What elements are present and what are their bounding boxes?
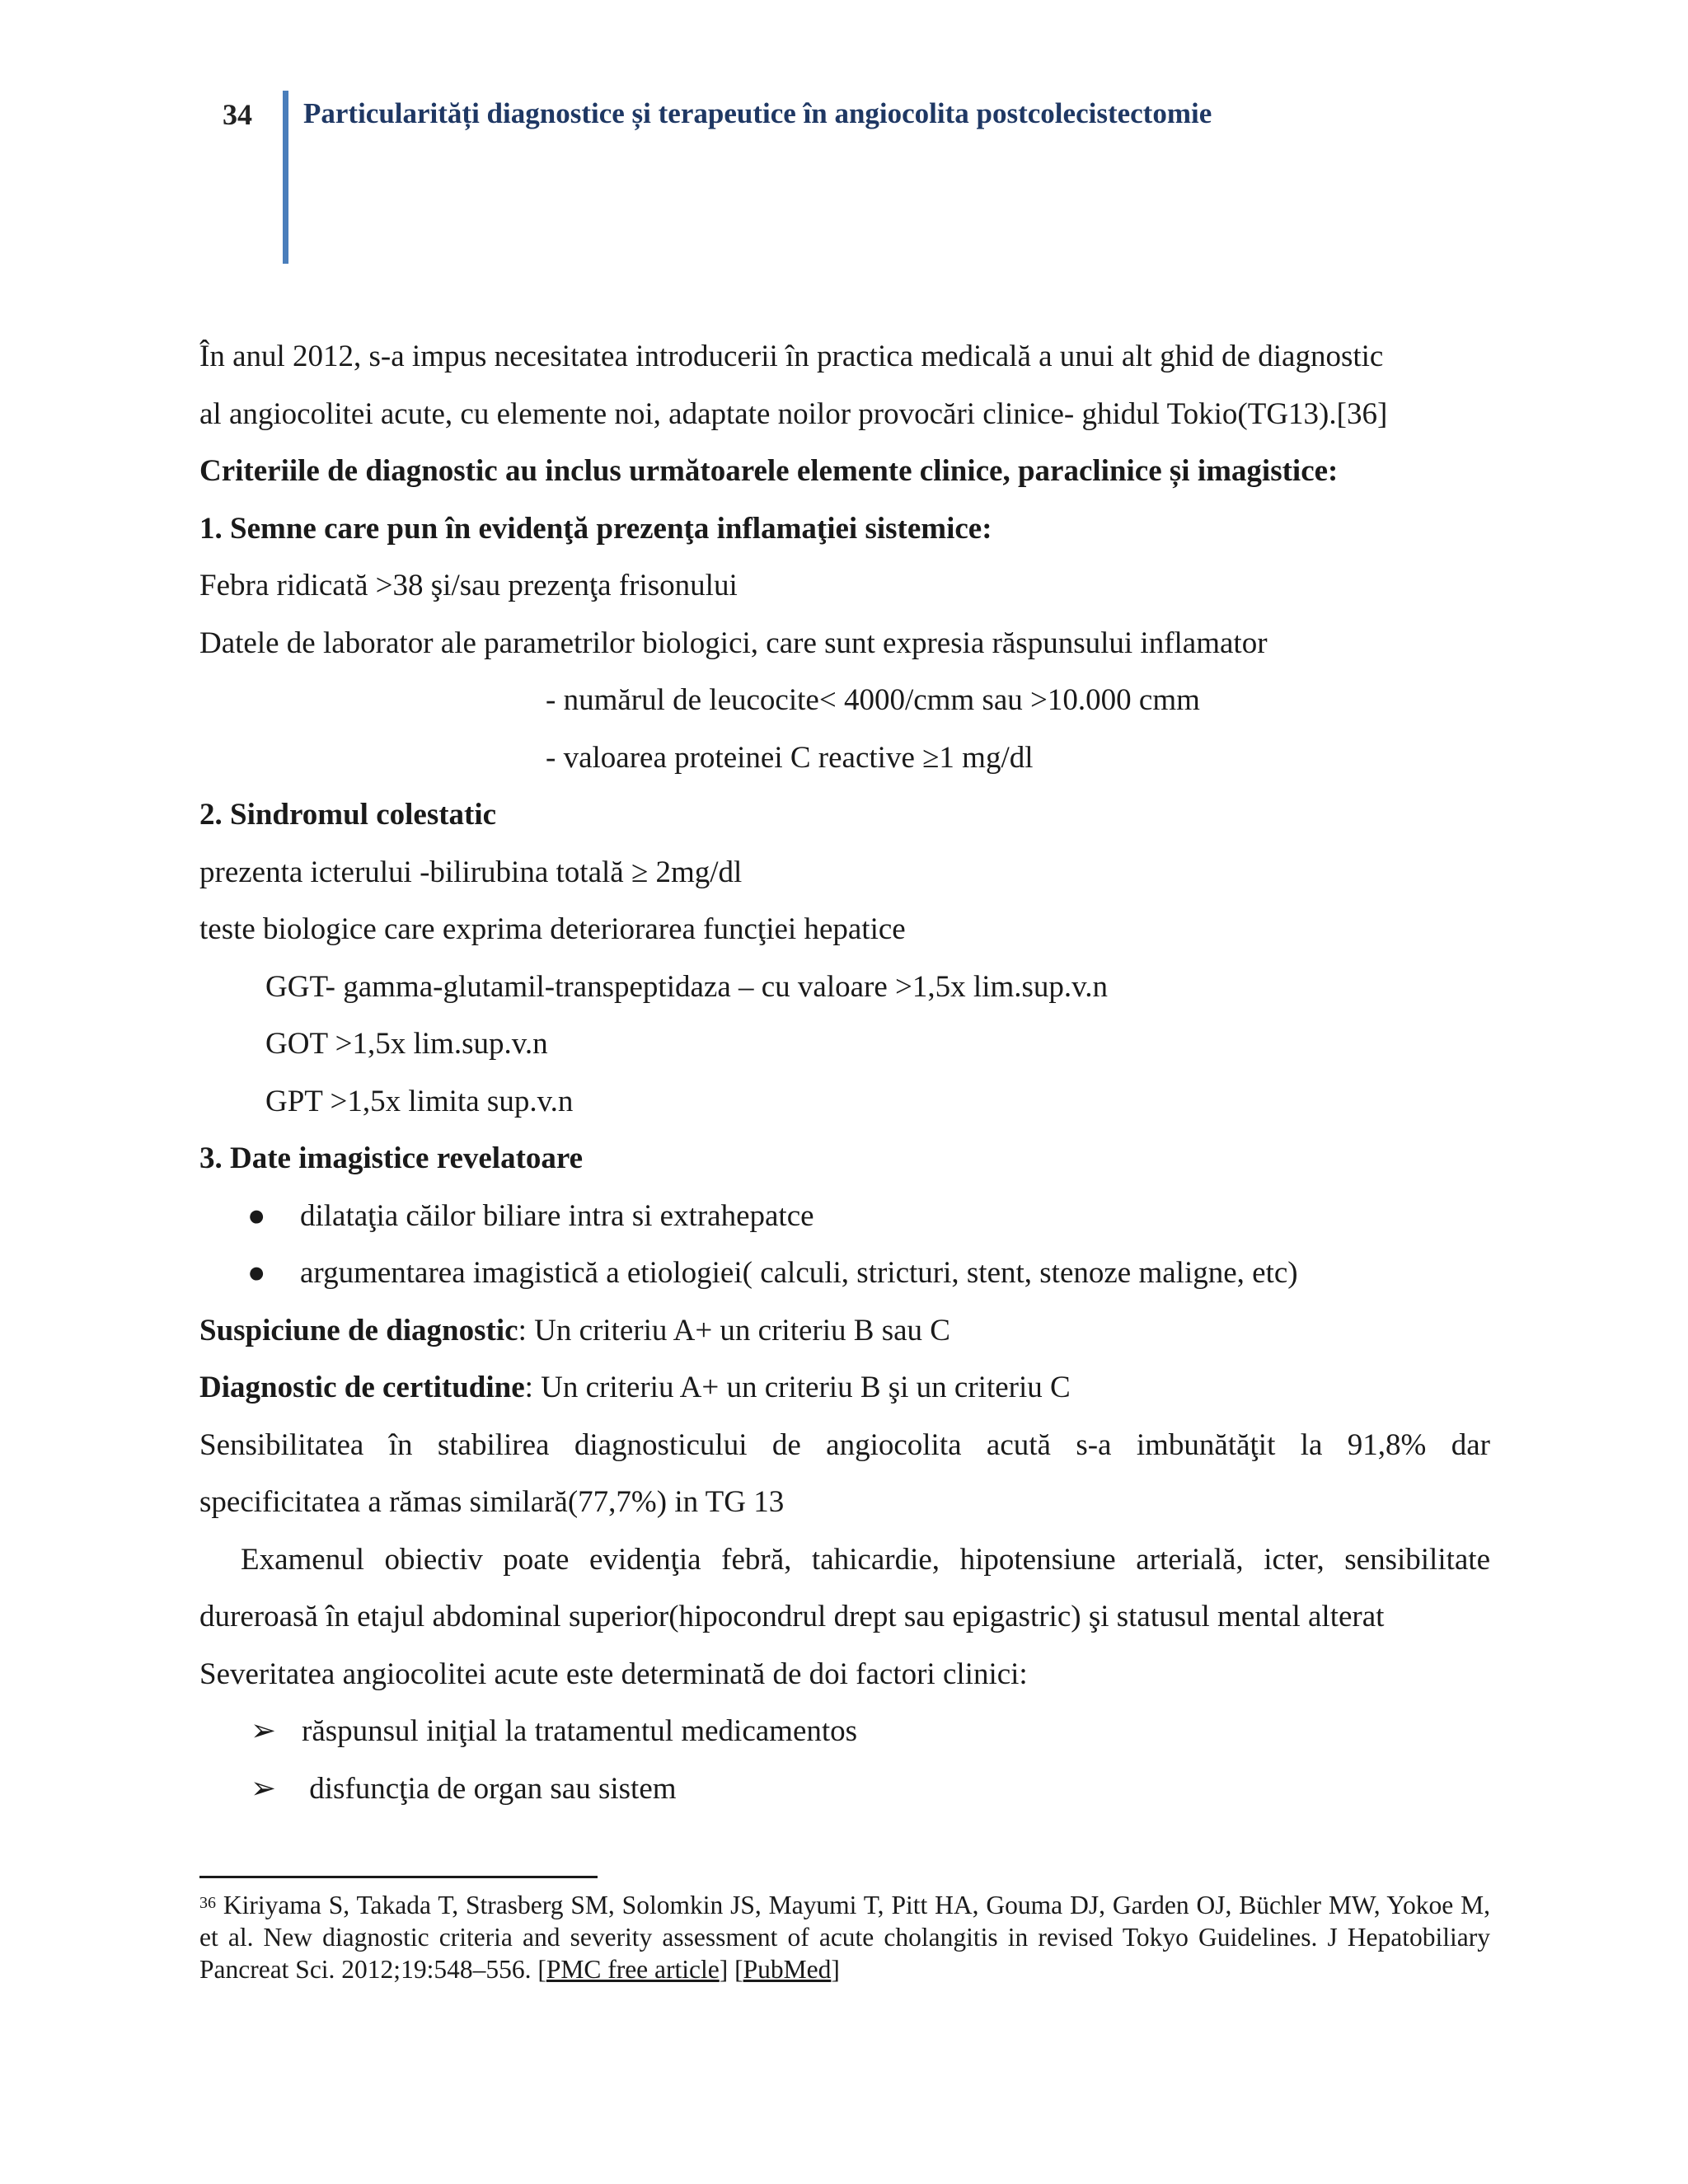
paragraph-line: prezenta icterului -bilirubina totală ≥ 2mg/dl	[199, 855, 743, 889]
paragraph-line: Sensibilitatea în stabilirea diagnosticului de angiocolita acută s-a imbunătăţit la 91,8% dar	[199, 1427, 1490, 1462]
running-header-title: Particularități diagnostice și terapeutice în angiocolita postcolecistectomie	[303, 97, 1212, 129]
pmc-link[interactable]: PMC free article	[546, 1955, 720, 1984]
dash-item: - valoarea proteinei C reactive ≥1 mg/dl	[546, 740, 1034, 775]
arrow-bullet-icon: ➢	[251, 1714, 277, 1748]
footnote-text: Kiriyama S, Takada T, Strasberg SM, Solomkin JS, Mayumi T, Pitt HA, Gouma DJ, Garden OJ, Büchler MW, Yokoe M, et al. New diagnostic criteria and severity assessment of acute cholangitis in revised Tokyo Guidelines. J Hepatobiliary Pancreat Sci. 2012;19:548–556. [	[199, 1891, 1490, 1984]
indented-item: GGT- gamma-glutamil-transpeptidaza – cu valoare >1,5x lim.sup.v.n	[265, 969, 1108, 1004]
paragraph-line: dureroasă în etajul abdominal superior(hipocondrul drept sau epigastric) şi statusul mental alterat	[199, 1600, 1385, 1633]
footnote-separator	[199, 1876, 598, 1878]
arrow-item	[199, 1760, 1490, 1818]
footnote-bracket: ] [	[719, 1955, 743, 1984]
bullet-item	[199, 1188, 1490, 1245]
criteria-heading: Criteriile de diagnostic au inclus următoarele elemente clinice, paraclinice și imagistice:	[199, 454, 1339, 488]
section-2-heading: 2. Sindromul colestatic	[199, 798, 497, 832]
header-rule	[283, 91, 288, 264]
indented-item: GOT >1,5x lim.sup.v.n	[265, 1027, 548, 1061]
indented-item: GPT >1,5x limita sup.v.n	[265, 1084, 574, 1118]
footnote-bracket: ]	[831, 1955, 840, 1984]
paragraph-line: al angiocolitei acute, cu elemente noi, adaptate noilor provocări clinice- ghidul Tokio(TG13).[36]	[199, 396, 1388, 431]
suspicion-text: : Un criteriu A+ un criteriu B sau C	[518, 1313, 950, 1347]
pubmed-link[interactable]: PubMed	[743, 1955, 832, 1984]
arrow-item-text: disfuncţia de organ sau sistem	[302, 1771, 677, 1806]
section-3-heading: 3. Date imagistice revelatoare	[199, 1141, 584, 1175]
certainty-line	[199, 1359, 1490, 1417]
paragraph-line: Examenul obiectiv poate evidenţia febră, tahicardie, hipotensiune arterială, icter, sensibilitate	[241, 1542, 1490, 1577]
arrow-item	[199, 1703, 1490, 1760]
footnote	[199, 1889, 1490, 1985]
bullet-text: argumentarea imagistică a etiologiei( calculi, stricturi, stent, stenoze maligne, etc)	[300, 1256, 1298, 1290]
arrow-item-text: răspunsul iniţial la tratamentul medicamentos	[302, 1714, 858, 1748]
paragraph-line: Severitatea angiocolitei acute este determinată de doi factori clinici:	[199, 1657, 1028, 1691]
certainty-text: : Un criteriu A+ un criteriu B şi un criteriu C	[524, 1371, 1071, 1404]
page-body	[199, 328, 1490, 1817]
suspicion-line	[199, 1302, 1490, 1360]
bullet-icon: ●	[247, 1256, 266, 1290]
dash-item: - numărul de leucocite< 4000/cmm sau >10.000 cmm	[546, 683, 1200, 717]
certainty-label: Diagnostic de certitudine	[199, 1371, 525, 1404]
paragraph-line: În anul 2012, s-a impus necesitatea introducerii în practica medicală a unui alt ghid de diagnostic	[199, 340, 1384, 373]
paragraph-line: Febra ridicată >38 şi/sau prezenţa frisonului	[199, 569, 738, 602]
section-1-heading: 1. Semne care pun în evidenţă prezenţa inflamaţiei sistemice:	[199, 511, 992, 546]
suspicion-label: Suspiciune de diagnostic	[199, 1313, 518, 1347]
paragraph-line: Datele de laborator ale parametrilor biologici, care sunt expresia răspunsului inflamator	[199, 626, 1268, 660]
paragraph-line: teste biologice care exprima deteriorarea funcţiei hepatice	[199, 912, 906, 946]
bullet-text: dilataţia căilor biliare intra si extrahepatce	[300, 1198, 814, 1233]
bullet-item	[199, 1244, 1490, 1302]
paragraph-line: specificitatea a rămas similară(77,7%) in TG 13	[199, 1485, 785, 1519]
bullet-icon: ●	[247, 1198, 266, 1233]
page-number: 34	[223, 98, 252, 131]
footnote-number: 36	[199, 1894, 216, 1912]
arrow-bullet-icon: ➢	[251, 1771, 277, 1806]
